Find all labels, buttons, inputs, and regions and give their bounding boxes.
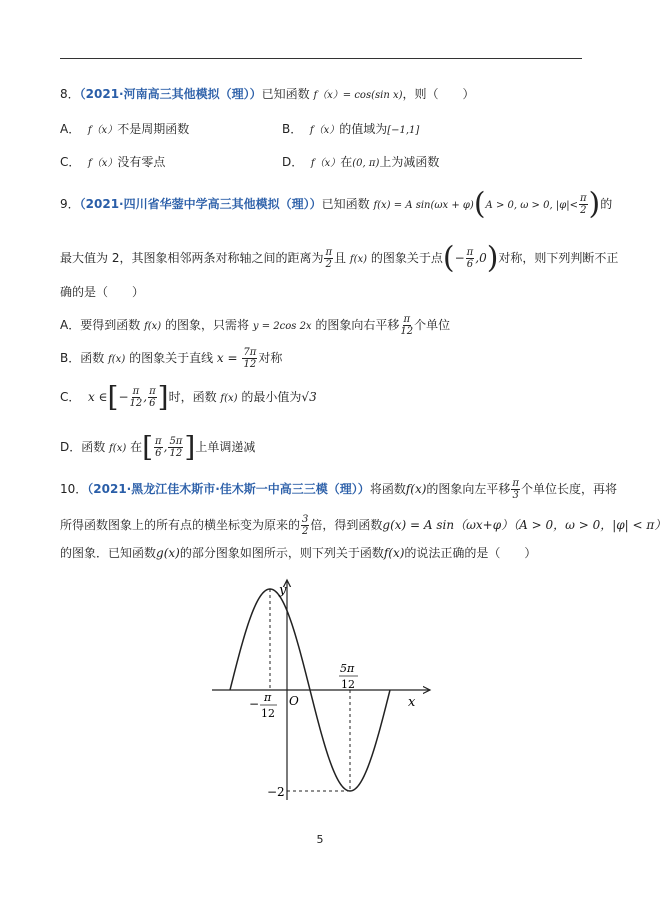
fraction xyxy=(511,478,520,501)
frac-den: 6 xyxy=(155,448,162,459)
q9-function: f(x) = A sin(ωx + φ) xyxy=(373,200,474,211)
option-text: 上单调递减 xyxy=(195,440,256,454)
q10-text: 所得函数图象上的所有点的横坐标变为原来的 xyxy=(60,518,301,532)
x-axis-label: x xyxy=(408,695,416,710)
func-symbol: f（x） xyxy=(309,125,340,136)
point-y: 0 xyxy=(479,251,487,265)
fraction xyxy=(148,386,157,409)
option-text: 要得到函数 xyxy=(80,318,141,332)
q10-line2 xyxy=(60,510,666,540)
func-symbol: f(x) xyxy=(144,321,162,332)
fraction xyxy=(130,386,143,409)
q10-text: 将函数 xyxy=(369,482,406,496)
q9-number: 9． xyxy=(60,197,80,211)
frac-den: 2 xyxy=(580,205,587,216)
q8-source: （2021·河南高三其他模拟（理）） xyxy=(79,87,262,101)
frac-num: π xyxy=(403,314,411,325)
option-text: 在 xyxy=(340,155,353,169)
interval: [−1,1] xyxy=(387,125,420,136)
right-paren: ) xyxy=(486,240,499,276)
frac-den: 6 xyxy=(466,259,474,270)
function-graph xyxy=(200,575,440,810)
func-symbol: f(x) xyxy=(405,482,427,496)
frac-num: 7π xyxy=(243,347,257,358)
option-label: A． xyxy=(60,318,81,332)
option-label: B． xyxy=(60,351,81,365)
neg-tick-minus: − xyxy=(249,697,260,711)
page-number: 5 xyxy=(316,833,324,846)
q9-option-b xyxy=(60,343,282,375)
fraction xyxy=(400,314,413,337)
q10-text: 的说法正确的是（ ） xyxy=(404,546,537,560)
func-symbol: f（x） xyxy=(310,158,341,169)
q9-line3 xyxy=(60,283,144,301)
q8-stem-text: 已知函数 xyxy=(261,87,314,101)
q10-text: 的部分图象如图所示，则下列关于函数 xyxy=(179,546,384,560)
option-text: 没有零点 xyxy=(117,155,166,169)
frac-den: 2 xyxy=(302,526,309,537)
frac-num: 5π xyxy=(169,436,183,447)
option-text: 的图象向右平移 xyxy=(315,318,400,332)
q9-option-c: C． x ∈[− $\frac{\pi}{12}$ , $\frac{\pi}{6}$ ]时，函数 f(x) 的最小值为√3 xyxy=(60,380,317,414)
func-symbol: f（x） xyxy=(88,158,118,169)
fraction xyxy=(242,347,257,370)
frac-num: π xyxy=(466,247,474,258)
q8-option-a xyxy=(60,120,189,140)
frac-den: 12 xyxy=(243,359,257,370)
neg-tick-numerator: π xyxy=(264,691,272,704)
fraction xyxy=(324,247,333,270)
frac-den: 3 xyxy=(512,490,519,501)
option-text: 的图象关于直线 xyxy=(129,351,214,365)
option-text: 的值域为 xyxy=(339,122,388,136)
q10-text: 的图象向左平移 xyxy=(426,482,511,496)
option-label: A． xyxy=(60,122,81,136)
fraction xyxy=(466,247,475,270)
option-text: 在 xyxy=(130,440,143,454)
q9-text: 对称，则下列判断不正 xyxy=(498,251,619,265)
frac-num: π xyxy=(155,436,162,447)
left-paren: ( xyxy=(473,186,486,222)
origin-label: O xyxy=(289,694,299,708)
right-paren: ) xyxy=(588,186,601,222)
fraction xyxy=(579,193,588,216)
func-symbol: g(x) xyxy=(156,546,180,560)
fraction xyxy=(154,436,163,459)
q8-function: f（x）= cos(sin x) xyxy=(313,90,403,101)
pos-tick-numerator: 5π xyxy=(340,662,355,675)
q9-text: 的图象关于点 xyxy=(370,251,443,265)
option-text: 不是周期函数 xyxy=(117,122,190,136)
q10-number: 10． xyxy=(60,482,88,496)
q8-stem xyxy=(60,85,475,105)
frac-den: 12 xyxy=(129,398,143,409)
frac-num: π xyxy=(132,386,140,397)
left-bracket: [ xyxy=(107,380,119,414)
option-text: 函数 xyxy=(81,440,106,454)
q9-conditions: A > 0, ω > 0, |φ|< xyxy=(485,200,578,211)
neg-tick-denominator: 12 xyxy=(261,707,275,720)
q8-option-d xyxy=(282,153,439,173)
fraction xyxy=(301,514,309,537)
func-symbol: f(x) xyxy=(383,546,405,560)
q9-option-d: D．函数 f(x) 在[ $\frac{\pi}{6}$ , $\frac{5\pi}{12}$ ]上单调递减 xyxy=(60,430,256,464)
func-symbol: f(x) xyxy=(108,354,126,365)
q8-option-c xyxy=(60,153,165,173)
q9-text: 确的是（ ） xyxy=(60,285,145,299)
equation: x ∈ xyxy=(88,390,108,404)
fraction xyxy=(168,436,183,459)
q8-number: 8． xyxy=(60,87,80,101)
option-label: D． xyxy=(282,155,304,169)
q10-text: 的图象．已知函数 xyxy=(60,546,157,560)
frac-den: 2 xyxy=(325,259,332,270)
left-bracket: [ xyxy=(142,430,154,464)
frac-den: 12 xyxy=(400,326,414,337)
func-symbol: f(x) xyxy=(109,443,127,454)
y-axis-label: y xyxy=(279,583,287,598)
q9-stem xyxy=(60,188,612,222)
equation: y = 2cos 2x xyxy=(252,321,312,332)
q8-option-b xyxy=(282,120,419,140)
option-text: 的图象，只需将 xyxy=(165,318,250,332)
frac-num: π xyxy=(579,193,587,204)
option-text: 的最小值为 xyxy=(241,390,302,404)
option-text: 函数 xyxy=(80,351,105,365)
q9-line2: 最大值为 2，其图象相邻两条对称轴之间的距离为 $\frac{\pi}{2}$ 且 f(x) 的图象关于点(− $\frac{\pi}{6}$ ,0)对称，则下列判断不正 xyxy=(60,240,619,276)
left-paren: ( xyxy=(442,240,455,276)
q10-source: （2021·黑龙江佳木斯市·佳木斯一中高三三模（理）） xyxy=(87,482,370,496)
min-value: √3 xyxy=(301,390,317,404)
func-symbol: f(x) xyxy=(349,254,368,265)
min-value-label: −2 xyxy=(267,785,285,799)
equation: x = xyxy=(216,351,238,365)
frac-num: π xyxy=(149,386,156,397)
option-text: 上为减函数 xyxy=(379,155,440,169)
q9-text: 且 xyxy=(334,251,347,265)
option-label: B． xyxy=(282,122,303,136)
right-bracket: ] xyxy=(184,430,196,464)
q10-line3 xyxy=(60,544,536,562)
func-symbol: f（x） xyxy=(87,125,118,136)
frac-den: 6 xyxy=(149,398,156,409)
option-label: D． xyxy=(60,440,82,454)
frac-num: π xyxy=(325,247,333,258)
q8-stem-end: ，则（ ） xyxy=(402,87,475,101)
q10-stem xyxy=(60,474,617,504)
pos-tick-denominator: 12 xyxy=(341,678,355,691)
q9-source: （2021·四川省华蓥中学高三其他模拟（理）） xyxy=(79,197,322,211)
q9-option-a xyxy=(60,310,450,342)
q9-stem-text: 已知函数 xyxy=(321,197,374,211)
right-bracket: ] xyxy=(157,380,169,414)
option-text: 个单位 xyxy=(414,318,451,332)
frac-den: 12 xyxy=(169,448,183,459)
option-label: C． xyxy=(60,390,81,404)
func-symbol: f(x) xyxy=(220,393,238,404)
header-rule xyxy=(60,58,582,59)
q9-text: 最大值为 2，其图象相邻两条对称轴之间的距离为 xyxy=(60,251,324,265)
interval: (0, π) xyxy=(352,158,380,169)
frac-num: π xyxy=(512,478,519,489)
frac-num: 3 xyxy=(302,514,309,525)
option-text: 对称 xyxy=(258,351,283,365)
q9-stem-end: 的 xyxy=(600,197,613,211)
g-function: g(x) = A sin（ωx+φ） xyxy=(382,518,514,532)
q10-text: 倍，得到函数 xyxy=(310,518,383,532)
q10-conditions: （A > 0，ω > 0，|φ| < π） xyxy=(513,518,666,532)
q10-text: 个单位长度，再将 xyxy=(521,482,618,496)
option-text: 时，函数 xyxy=(168,390,217,404)
option-label: C． xyxy=(60,155,81,169)
